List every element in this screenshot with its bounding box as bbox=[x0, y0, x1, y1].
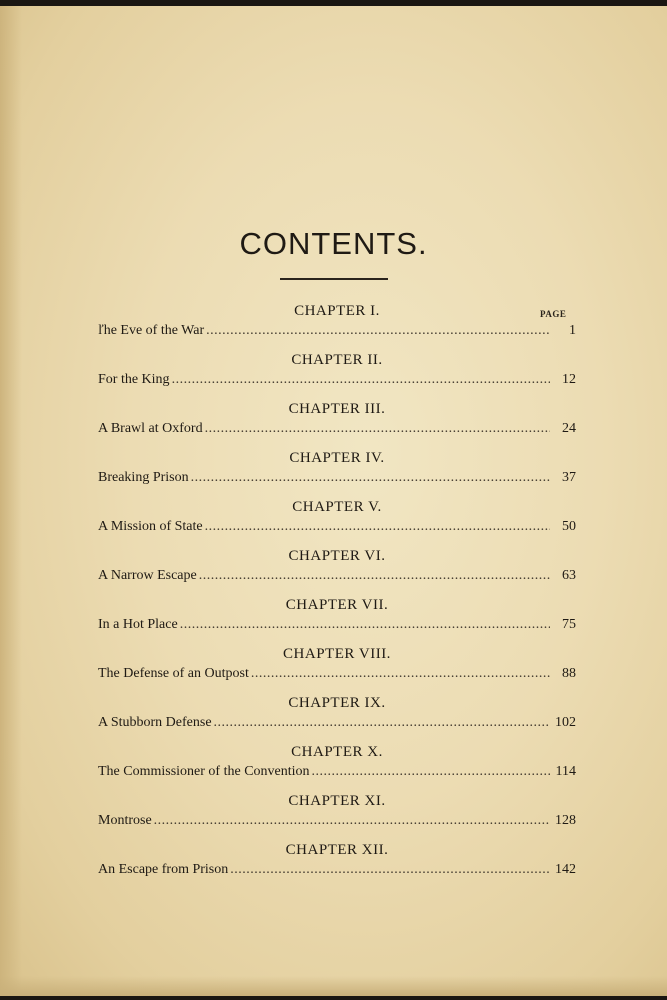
page-column-label: PAGE bbox=[540, 309, 567, 319]
dot-leader bbox=[199, 567, 550, 585]
chapter-heading: CHAPTER VIII. bbox=[283, 646, 391, 662]
toc-line bbox=[98, 861, 576, 879]
book-page bbox=[0, 6, 667, 996]
dot-leader bbox=[180, 616, 550, 634]
toc-entry bbox=[98, 694, 576, 743]
page-number: 75 bbox=[562, 617, 576, 632]
page-number: 1 bbox=[569, 323, 576, 338]
chapter-heading: CHAPTER IX. bbox=[288, 695, 386, 711]
toc-line bbox=[98, 469, 576, 487]
toc-entry bbox=[98, 449, 576, 498]
dot-leader bbox=[312, 763, 550, 781]
dot-leader bbox=[172, 371, 550, 389]
chapter-heading: CHAPTER II. bbox=[291, 352, 383, 368]
chapter-heading: CHAPTER I. bbox=[294, 303, 380, 319]
toc-line bbox=[98, 420, 576, 438]
title-rule bbox=[280, 278, 388, 280]
chapter-heading: CHAPTER X. bbox=[291, 744, 383, 760]
toc-entry bbox=[98, 645, 576, 694]
chapter-title: A Brawl at Oxford bbox=[98, 421, 203, 436]
toc-entry bbox=[98, 841, 576, 890]
chapter-heading: CHAPTER III. bbox=[288, 401, 386, 417]
page-number: 50 bbox=[562, 519, 576, 534]
page-number: 142 bbox=[555, 862, 576, 877]
toc-line bbox=[98, 763, 576, 781]
toc-line bbox=[98, 714, 576, 732]
chapter-heading: CHAPTER XII. bbox=[285, 842, 389, 858]
dot-leader bbox=[206, 322, 550, 340]
toc-entry bbox=[98, 302, 576, 351]
dot-leader bbox=[251, 665, 550, 683]
chapter-heading: CHAPTER VI. bbox=[288, 548, 386, 564]
toc-entry bbox=[98, 743, 576, 792]
dot-leader bbox=[214, 714, 550, 732]
chapter-title: Montrose bbox=[98, 813, 152, 828]
page-number: 102 bbox=[555, 715, 576, 730]
chapter-heading: CHAPTER XI. bbox=[288, 793, 386, 809]
chapter-heading: CHAPTER VII. bbox=[285, 597, 389, 613]
toc-line bbox=[98, 322, 576, 340]
chapter-title: A Narrow Escape bbox=[98, 568, 197, 583]
chapter-title: A Mission of State bbox=[98, 519, 203, 534]
dot-leader bbox=[230, 861, 550, 879]
page-number: 88 bbox=[562, 666, 576, 681]
toc-entry bbox=[98, 351, 576, 400]
toc-line bbox=[98, 812, 576, 830]
chapter-title: ľhe Eve of the War bbox=[98, 323, 205, 338]
chapter-title: The Defense of an Outpost bbox=[98, 666, 249, 681]
toc-line bbox=[98, 616, 576, 634]
toc-entry bbox=[98, 596, 576, 645]
chapter-heading: CHAPTER IV. bbox=[289, 450, 385, 466]
toc-line bbox=[98, 665, 576, 683]
toc-entry bbox=[98, 792, 576, 841]
toc-line bbox=[98, 518, 576, 536]
dot-leader bbox=[191, 469, 550, 487]
toc-entry bbox=[98, 547, 576, 596]
toc-line bbox=[98, 567, 576, 585]
dot-leader bbox=[205, 518, 550, 536]
page-number: 114 bbox=[555, 764, 576, 779]
chapter-title: For the King bbox=[98, 372, 170, 387]
toc-entry bbox=[98, 498, 576, 547]
chapter-title: The Commissioner of the Convention bbox=[98, 764, 310, 779]
chapter-title: In a Hot Place bbox=[98, 617, 178, 632]
dot-leader bbox=[154, 812, 550, 830]
toc-line bbox=[98, 371, 576, 389]
chapter-heading: CHAPTER V. bbox=[292, 499, 382, 515]
toc-entry bbox=[98, 400, 576, 449]
page-number: 24 bbox=[562, 421, 576, 436]
chapter-title: An Escape from Prison bbox=[98, 862, 229, 877]
page-number: 63 bbox=[562, 568, 576, 583]
chapter-title: Breaking Prison bbox=[98, 470, 189, 485]
table-of-contents bbox=[98, 302, 576, 890]
page-number: 37 bbox=[562, 470, 576, 485]
dot-leader bbox=[205, 420, 550, 438]
chapter-title: A Stubborn Defense bbox=[98, 715, 212, 730]
page-number: 12 bbox=[562, 372, 576, 387]
page-title: CONTENTS. bbox=[239, 226, 428, 261]
page-number: 128 bbox=[555, 813, 576, 828]
